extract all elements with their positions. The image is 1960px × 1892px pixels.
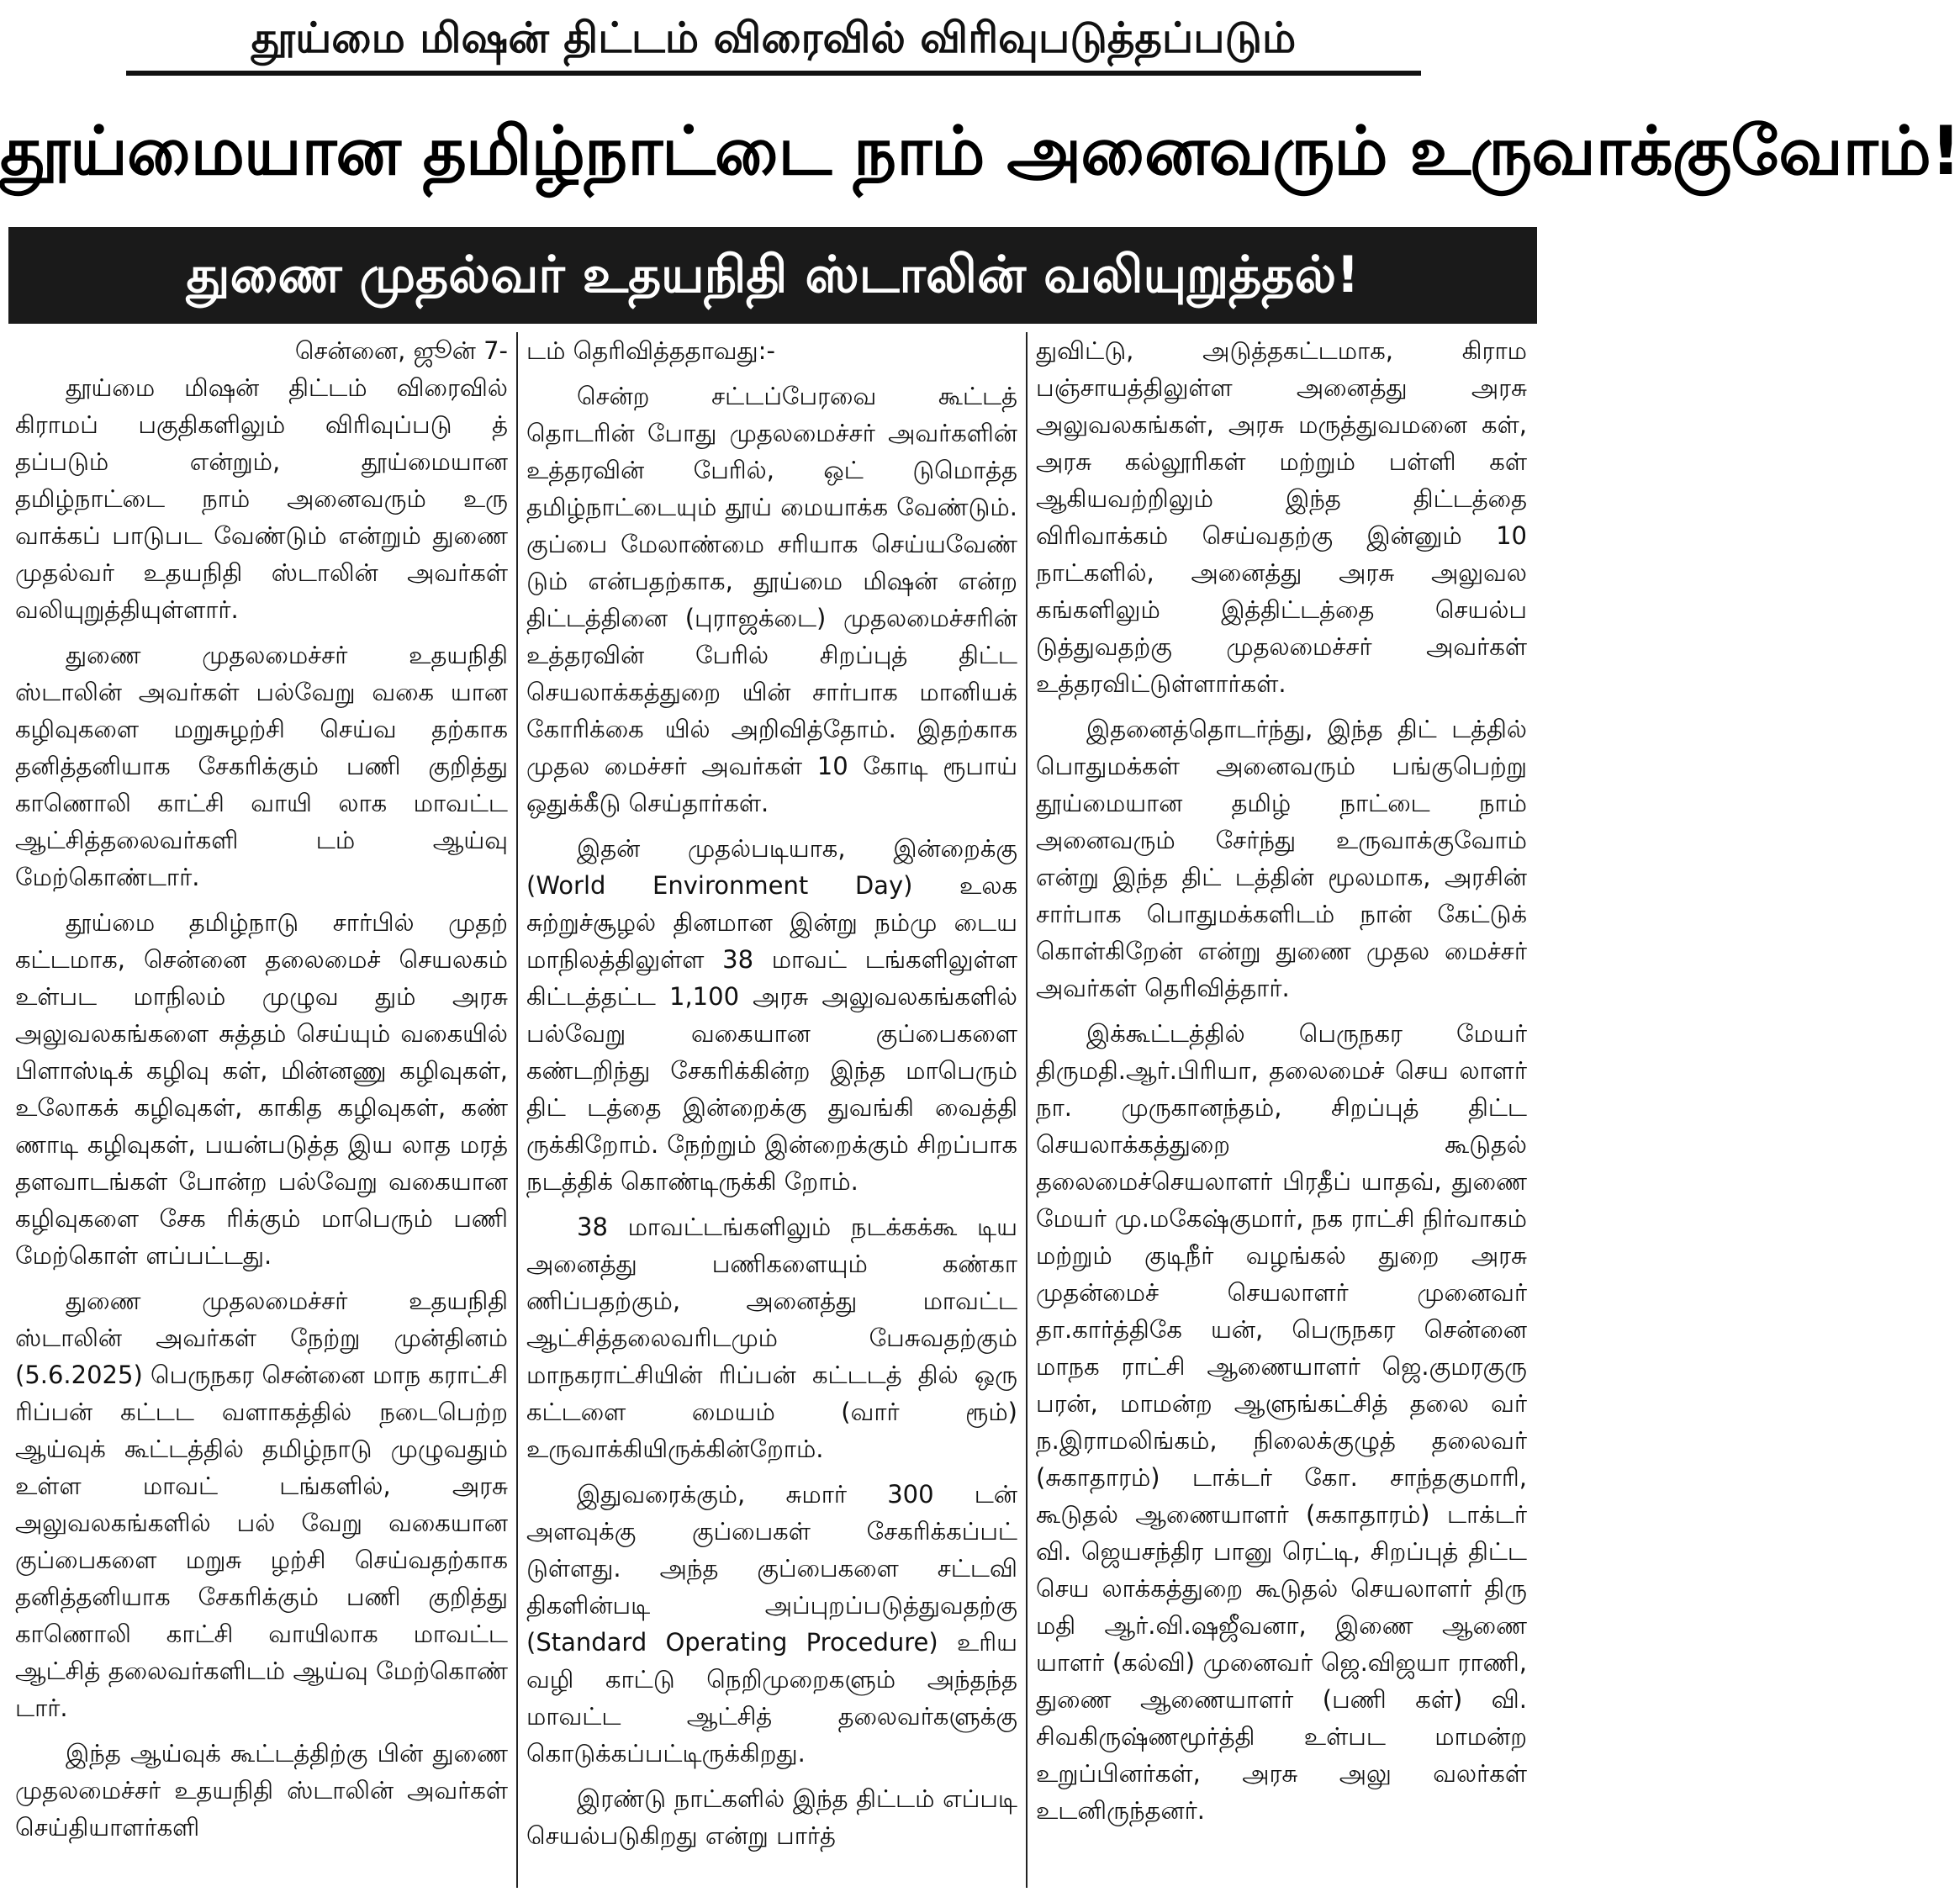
article-paragraph: இதன் முதல்படியாக, இன்றைக்கு (World Environment Day) உலக சுற்றுச்சூழல் தினமான இன்று நம்மு டைய மாநிலத்திலுள்ள 38 மாவட் டங்களிலுள்ள கிட்டத்தட்ட 1,100 அரசு அலுவலகங்களில் பல்வேறு வகையான குப்பைகளை கண்டறிந்து சேகரிக்கின்ற இந்த மாபெரும் திட் டத்தை இன்றைக்கு துவங்கி வைத்தி ருக்கிறோம். நேற்றும் இன்றைக்கும் சிறப்பாக நடத்திக் கொண்டிருக்கி றோம். (526, 834, 1017, 1196)
article-paragraph: இரண்டு நாட்களில் இந்த திட்டம் எப்படி செயல்படுகிறது என்று பார்த் (526, 1784, 1017, 1850)
article-paragraph: இக்கூட்டத்தில் பெருநகர மேயர் திருமதி.ஆர்.பிரியா, தலைமைச் செய லாளர் நா. முருகானந்தம், சிறப்புத் திட்ட செயலாக்கத்துறை கூடுதல் தலைமைச்செயலாளர் பிரதீப் யாதவ், துணை மேயர் மு.மகேஷ்குமார், நக ராட்சி நிர்வாகம் மற்றும் குடிநீர் வழங்கல் துறை அரசு முதன்மைச் செயலாளர் முனைவர் தா.கார்த்திகே யன், பெருநகர சென்னை மாநக ராட்சி ஆணையாளர் ஜெ.குமரகுரு பரன், மாமன்ற ஆளுங்கட்சித் தலை வர் ந.இராமலிங்கம், நிலைக்குழுத் தலைவர் (சுகாதாரம்) டாக்டர் கோ. சாந்தகுமாரி, கூடுதல் ஆணையாளர் (சுகாதாரம்) டாக்டர் வி. ஜெயசந்திர பானு ரெட்டி, சிறப்புத் திட்ட செய லாக்கத்துறை கூடுதல் செயலாளர் திரு மதி ஆர்.வி.ஷஜீவனா, இணை ஆணை யாளர் (கல்வி) முனைவர் ஜெ.விஜயா ராணி, துணை ஆணையாளர் (பணி கள்) வி. சிவகிருஷ்ணமூர்த்தி உள்பட மாமன்ற உறுப்பினர்கள், அரசு அலு வலர்கள் உடனிருந்தனர். (1036, 1019, 1527, 1825)
article-body (7, 332, 1539, 1888)
article-paragraph: சென்ற சட்டப்பேரவை கூட்டத் தொடரின் போது முதலமைச்சர் அவர்களின் உத்தரவின் பேரில், ஒட் டுமொத்த தமிழ்நாட்டையும் தூய் மையாக்க வேண்டும். குப்பை மேலாண்மை சரியாக செய்யவேண் டும் என்பதற்காக, தூய்மை மிஷன் என்ற திட்டத்தினை (புராஜக்டை) முதலமைச்சரின் உத்தரவின் பேரில் சிறப்புத் திட்ட செயலாக்கத்துறை யின் சார்பாக மானியக் கோரிக்கை யில் அறிவித்தோம். இதற்காக முதல மைச்சர் அவர்கள் 10 கோடி ரூபாய் ஒதுக்கீடு செய்தார்கள். (526, 382, 1017, 817)
article-column-3 (1026, 332, 1535, 1888)
kicker-headline: தூய்மை மிஷன் திட்டம் விரைவில் விரிவுபடுத்தப்படும் (251, 13, 1297, 62)
article-paragraph: டம் தெரிவித்ததாவது:- (526, 336, 775, 365)
article-column-1 (7, 332, 516, 1888)
article-paragraph: 38 மாவட்டங்களிலும் நடக்கக்கூ டிய அனைத்து பணிகளையும் கண்கா ணிப்பதற்கும், அனைத்து மாவட்ட ஆட்சித்தலைவரிடமும் பேசுவதற்கும் மாநகராட்சியின் ரிப்பன் கட்டடத் தில் ஒரு கட்டளை மையம் (வார் ரூம்) உருவாக்கியிருக்கின்றோம். (526, 1213, 1017, 1463)
article-paragraph: இதுவரைக்கும், சுமார் 300 டன் அளவுக்கு குப்பைகள் சேகரிக்கப்பட் டுள்ளது. அந்த குப்பைகளை சட்டவி திகளின்படி அப்புறப்படுத்துவதற்கு (Standard Operating Procedure) உரிய வழி காட்டு நெறிமுறைகளும் அந்தந்த மாவட்ட ஆட்சித் தலைவர்களுக்கு கொடுக்கப்பட்டிருக்கிறது. (526, 1480, 1017, 1768)
main-headline: தூய்மையான தமிழ்நாட்டை நாம் அனைவரும் உருவாக்குவோம்! (0, 112, 1960, 190)
article-paragraph: துவிட்டு, அடுத்தகட்டமாக, கிராம பஞ்சாயத்திலுள்ள அனைத்து அரசு அலுவலகங்கள், அரசு மருத்துவமனை கள், அரசு கல்லூரிகள் மற்றும் பள்ளி கள் ஆகியவற்றிலும் இந்த திட்டத்தை விரிவாக்கம் செய்வதற்கு இன்னும் 10 நாட்களில், அனைத்து அரசு அலுவல கங்களிலும் இத்திட்டத்தை செயல்ப டுத்துவதற்கு முதலமைச்சர் அவர்கள் உத்தரவிட்டுள்ளார்கள். (1036, 336, 1527, 698)
article-paragraph: துணை முதலமைச்சர் உதயநிதி ஸ்டாலின் அவர்கள் நேற்று முன்தினம் (5.6.2025) பெருநகர சென்னை மாந கராட்சி ரிப்பன் கட்டட வளாகத்தில் நடைபெற்ற ஆய்வுக் கூட்டத்தில் தமிழ்நாடு முழுவதும் உள்ள மாவட் டங்களில், அரசு அலுவலகங்களில் பல் வேறு வகையான குப்பைகளை மறுசு ழற்சி செய்வதற்காக தனித்தனியாக சேகரிக்கும் பணி குறித்து காணொலி காட்சி வாயிலாக மாவட்ட ஆட்சித் தலைவர்களிடம் ஆய்வு மேற்கொண் டார். (15, 1287, 508, 1722)
subheadline-banner: துணை முதல்வர் உதயநிதி ஸ்டாலின் வலியுறுத்தல்! (8, 227, 1537, 324)
article-column-2 (516, 332, 1026, 1888)
article-paragraph: இதனைத்தொடர்ந்து, இந்த திட் டத்தில் பொதுமக்கள் அனைவரும் பங்குபெற்று தூய்மையான தமிழ் நாட்டை நாம் அனைவரும் சேர்ந்து உருவாக்குவோம் என்று இந்த திட் டத்தின் மூலமாக, அரசின் சார்பாக பொதுமக்களிடம் நான் கேட்டுக் கொள்கிறேன் என்று துணை முதல மைச்சர் அவர்கள் தெரிவித்தார். (1036, 715, 1527, 1002)
article-paragraph: இந்த ஆய்வுக் கூட்டத்திற்கு பின் துணை முதலமைச்சர் உதயநிதி ஸ்டாலின் அவர்கள் செய்தியாளர்களி (15, 1739, 508, 1842)
article-paragraph: தூய்மை தமிழ்நாடு சார்பில் முதற் கட்டமாக, சென்னை தலைமைச் செயலகம் உள்பட மாநிலம் முழுவ தும் அரசு அலுவலகங்களை சுத்தம் செய்யும் வகையில் பிளாஸ்டிக் கழிவு கள், மின்னணு கழிவுகள், உலோகக் கழிவுகள், காகித கழிவுகள், கண் ணாடி கழிவுகள், பயன்படுத்த இய லாத மரத் தளவாடங்கள் போன்ற பல்வேறு வகையான கழிவுகளை சேக ரிக்கும் மாபெரும் பணி மேற்கொள் ளப்பட்டது. (15, 908, 508, 1270)
dateline: சென்னை, ஜூன் 7- (294, 336, 508, 365)
article-paragraph: துணை முதலமைச்சர் உதயநிதி ஸ்டாலின் அவர்கள் பல்வேறு வகை யான கழிவுகளை மறுசுழற்சி செய்வ தற்காக தனித்தனியாக சேகரிக்கும் பணி குறித்து காணொலி காட்சி வாயி லாக மாவட்ட ஆட்சித்தலைவர்களி டம் ஆய்வு மேற்கொண்டார். (15, 641, 508, 891)
article-paragraph: தூய்மை மிஷன் திட்டம் விரைவில் கிராமப் பகுதிகளிலும் விரிவுப்படு த் தப்படும் என்றும், தூய்மையான தமிழ்நாட்டை நாம் அனைவரும் உரு வாக்கப் பாடுபட வேண்டும் என்றும் துணை முதல்வர் உதயநிதி ஸ்டாலின் அவர்கள் வலியுறுத்தியுள்ளார். (15, 373, 508, 624)
kicker-underline (126, 71, 1421, 76)
